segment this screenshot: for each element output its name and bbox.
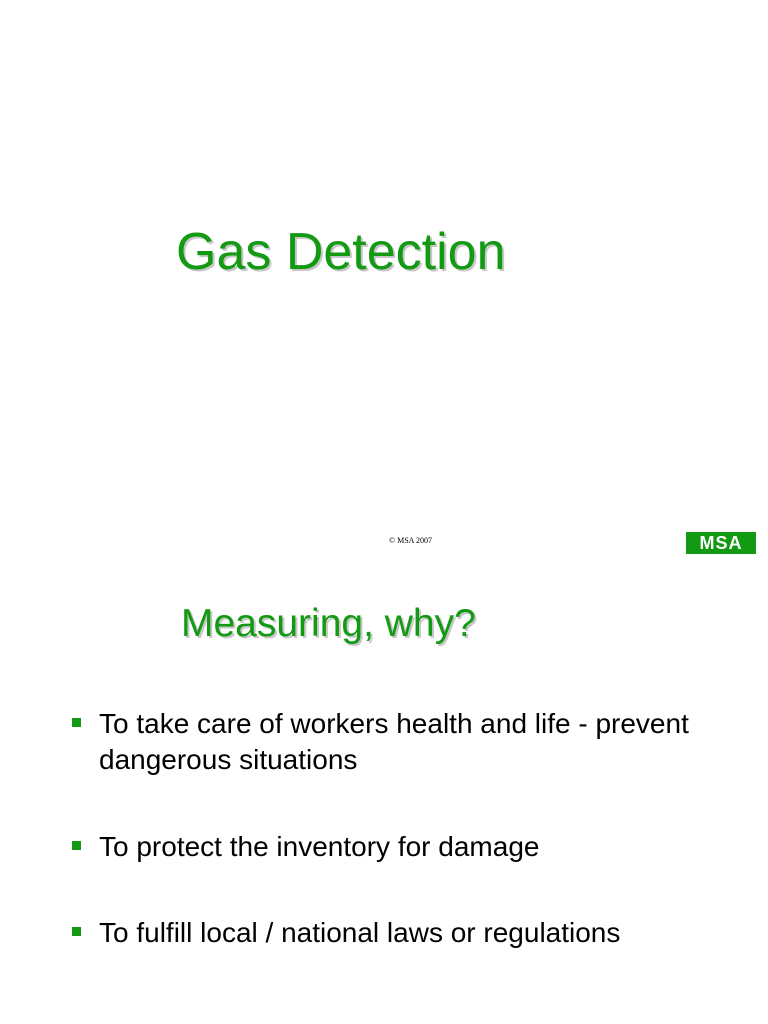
green-square-bullet-icon (72, 927, 81, 936)
slide-measuring-why (0, 562, 768, 1024)
bullet-text: To take care of workers health and life - prevent dangerous situations (99, 708, 689, 775)
green-square-bullet-icon (72, 718, 81, 727)
green-square-bullet-icon (72, 841, 81, 850)
logo-text: MSA (699, 533, 743, 553)
slide-title: Gas Detection (176, 223, 506, 281)
bullet-text: To protect the inventory for damage (99, 831, 540, 862)
msa-logo (686, 532, 756, 554)
bullet-text: To fulfill local / national laws or regulations (99, 917, 621, 948)
slide-title: Measuring, why? (181, 602, 476, 645)
copyright-notice: © MSA 2007 (389, 536, 432, 545)
